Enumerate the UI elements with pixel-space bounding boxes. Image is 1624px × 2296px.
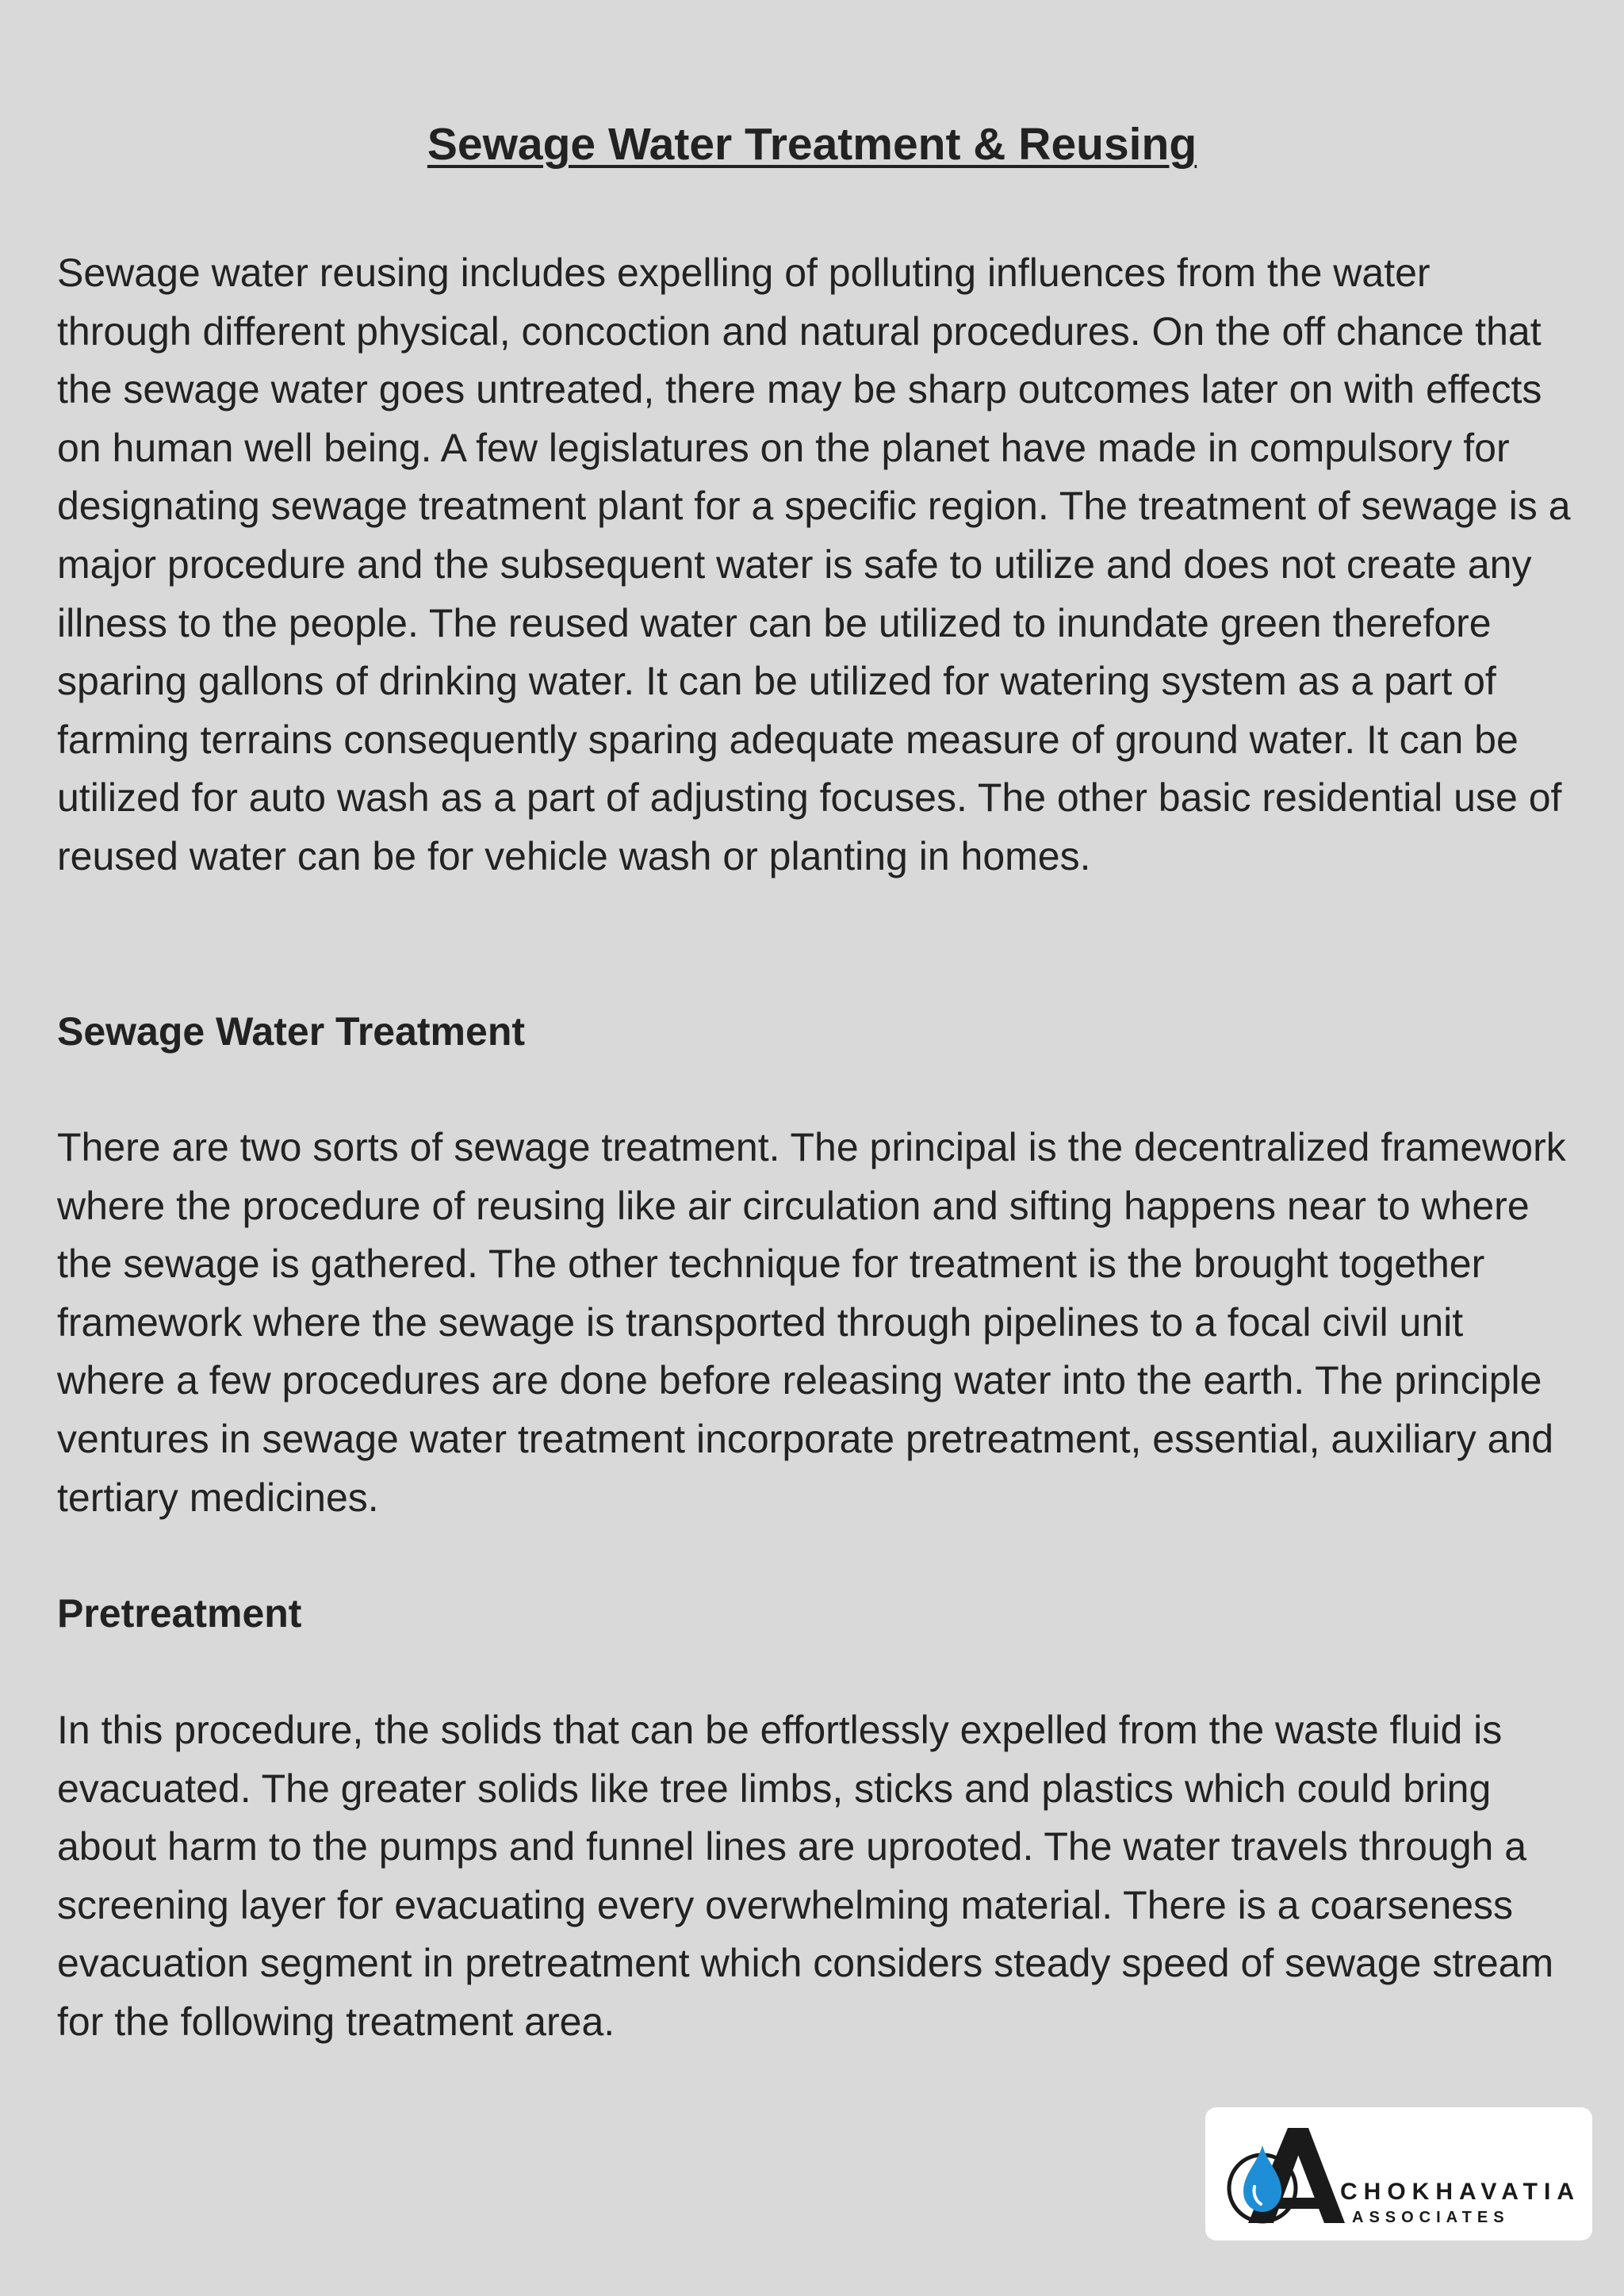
logo-company-name: CHOKHAVATIA — [1340, 2179, 1580, 2205]
section-body-pretreatment: In this procedure, the solids that can be effortlessly expelled from the waste fluid is evacuated. The greater solids like tree limbs, sticks and plastics which could bring about harm to the pumps and funnel lines are uprooted. The water travels through a screening layer for evacuating every overwhelming material. There is a coarseness evacuation segment in pretreatment which considers steady speed of sewage stream for the following treatment area. — [57, 1708, 1554, 2044]
company-logo — [1205, 2107, 1592, 2241]
section-body-sewage-water-treatment: There are two sorts of sewage treatment. The principal is the decentralized framework where the procedure of reusing like air circulation and sifting happens near to where the sewage is gathered. The other technique for treatment is the brought together framework where the sewage is transported through pipelines to a focal civil unit where a few procedures are done before releasing water into the earth. The principle ventures in sewage water treatment incorporate pretreatment, essential, auxiliary and tertiary medicines. — [57, 1125, 1566, 1520]
water-drop-logo-icon — [1226, 2122, 1345, 2226]
section-heading-pretreatment: Pretreatment — [57, 1591, 302, 1636]
page-title: Sewage Water Treatment & Reusing — [427, 119, 1197, 170]
logo-company-subtitle: ASSOCIATES — [1352, 2209, 1510, 2226]
section-heading-sewage-water-treatment: Sewage Water Treatment — [57, 1009, 526, 1054]
intro-paragraph: Sewage water reusing includes expelling of polluting influences from the water through different physical, concoction and natural procedures. On the off chance that the sewage water goes untreated, there may be sharp outcomes later on with effects on human well being. A few legislatures on the planet have made in compulsory for designating sewage treatment plant for a specific region. The treatment of sewage is a major procedure and the subsequent water is safe to utilize and does not create any illness to the people. The reused water can be utilized to inundate green therefore sparing gallons of drinking water. It can be utilized for watering system as a part of farming terrains consequently sparing adequate measure of ground water. It can be utilized for auto wash as a part of adjusting focuses. The other basic residential use of reused water can be for vehicle wash or planting in homes. — [57, 251, 1571, 878]
